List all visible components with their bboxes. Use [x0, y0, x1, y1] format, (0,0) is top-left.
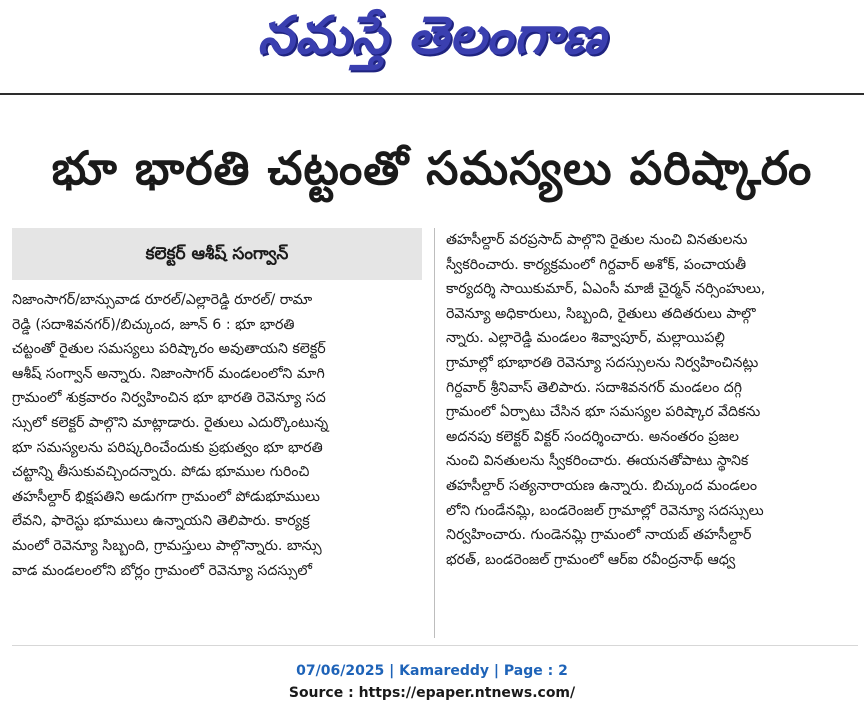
byline-box: [12, 228, 422, 280]
article-text-line: భూ సమస్యలను పరిష్కరించేందుకు ప్రభుత్వం భూ భారతి: [12, 439, 323, 456]
article-text-line: గ్రామంలో శుక్రవారం నిర్వహించిన భూ భారతి రెవెన్యూ సద: [12, 390, 326, 407]
article-text-line: స్వీకరించారు. కార్యక్రమంలో గిర్దవార్ అశోక్, పంచాయతీ: [446, 256, 747, 273]
article-text-line: కార్యదర్శి సాయికుమార్, ఏఎంసీ మాజీ చైర్మన్ నర్సింహులు,: [446, 281, 766, 298]
footer: [0, 660, 864, 704]
article-text-line: న్నారు. ఎల్లారెడ్డి మండలం శివ్వాపూర్, మల్లాయిపల్లి: [446, 330, 725, 347]
article-text-line: గ్రామంలో ఏర్పాటు చేసిన భూ సమస్యల పరిష్కార వేదికను: [446, 404, 761, 421]
masthead: [0, 0, 864, 84]
article-text-line: వాడ మండలంలోని బోర్లం గ్రామంలో రెవెన్యూ సదస్సులో: [12, 562, 312, 579]
right-column-text: [446, 228, 856, 572]
article-text-line: రెవెన్యూ అధికారులు, సిబ్బంది, రైతులు తదితరులు పాల్గొ: [446, 305, 756, 322]
edition-info: 07/06/2025 | Kamareddy | Page : 2: [296, 663, 568, 679]
article-text-line: ఆశీష్ సంగ్వాన్ అన్నారు. నిజాంసాగర్ మండలంలోని మాగి: [12, 365, 325, 382]
article-column-left: [12, 228, 422, 638]
article-text-line: తహసీల్దార్ వరప్రసాద్ పాల్గొని రైతుల నుంచి వినతులను: [446, 232, 748, 248]
newspaper-logo: నమస్తే తెలంగాణ: [257, 5, 607, 66]
column-divider: [434, 228, 435, 638]
article-column-right: [446, 228, 856, 638]
article-text-line: నిజాంసాగర్/బాన్సువాడ రూరల్/ఎల్లారెడ్డి రూరల్/ రామా: [12, 292, 313, 308]
source-link[interactable]: Source : https://epaper.ntnews.com/: [288, 685, 576, 701]
footer-divider: [12, 645, 858, 646]
article-text-line: నుంచి వినతులను స్వీకరించారు. ఈయనతోపాటు స్థానిక: [446, 453, 749, 470]
article-text-line: తహసీల్దార్ సత్యనారాయణ ఉన్నారు. బిచ్కుంద మండలం: [446, 477, 758, 494]
article-text-line: గిర్దవార్ శ్రీనివాస్ తెలిపారు. సదాశివనగర్ మండలం దగ్గి: [446, 379, 743, 396]
article-text-line: లేవని, ఫారెస్టు భూములు ఉన్నాయని తెలిపారు. కార్యక్ర: [12, 513, 310, 530]
article-text-line: గ్రామాల్లో భూభారతి రెవెన్యూ సదస్సులను నిర్వహించినట్లు: [446, 354, 759, 371]
article-text-line: నిర్వహించారు. గుండెనమ్లి గ్రామంలో నాయబ్ తహసీల్దార్: [446, 527, 752, 544]
article-text-line: రెడ్డి (సదాశివనగర్)/బిచ్కుంద, జూన్ 6 : భూ భారతి: [12, 316, 295, 333]
article-text-line: లోని గుండేనమ్లి, బండరెంజల్ గ్రామాల్లో రెవెన్యూ సదస్సులు: [446, 502, 764, 519]
article-headline: [0, 138, 864, 210]
article-text-line: తహసీల్దార్ భిక్షపతిని అడుగగా గ్రామంలో పోడుభూములు: [12, 488, 320, 505]
article-text-line: మంలో రెవెన్యూ సిబ్బంది, గ్రామస్తులు పాల్గొన్నారు. బాన్సు: [12, 537, 322, 554]
article-text-line: చట్టాన్ని తీసుకువచ్చిందన్నారు. పోడు భూముల గురించి: [12, 464, 310, 481]
masthead-divider: [0, 93, 864, 95]
article-text-line: స్సులో కలెక్టర్ పాల్గొని మాట్లాడారు. రైతులు ఎదుర్కొంటున్న: [12, 414, 329, 431]
article-text-line: భరత్, బండరెంజల్ గ్రామంలో ఆర్ఐ రవీంద్రనాథ్ ఆధ్వ: [446, 551, 736, 568]
article-text-line: అదనపు కలెక్టర్ విక్టర్ సందర్శించారు. అనంతరం ప్రజల: [446, 428, 739, 445]
byline: కలెక్టర్ ఆశీష్ సంగ్వాన్: [145, 243, 289, 264]
headline-text: భూ భారతి చట్టంతో సమస్యలు పరిష్కారం: [51, 141, 813, 195]
article-text-line: చట్టంతో రైతుల సమస్యలు పరిష్కారం అవుతాయని కలెక్టర్: [12, 341, 326, 358]
left-column-text: [12, 288, 422, 583]
